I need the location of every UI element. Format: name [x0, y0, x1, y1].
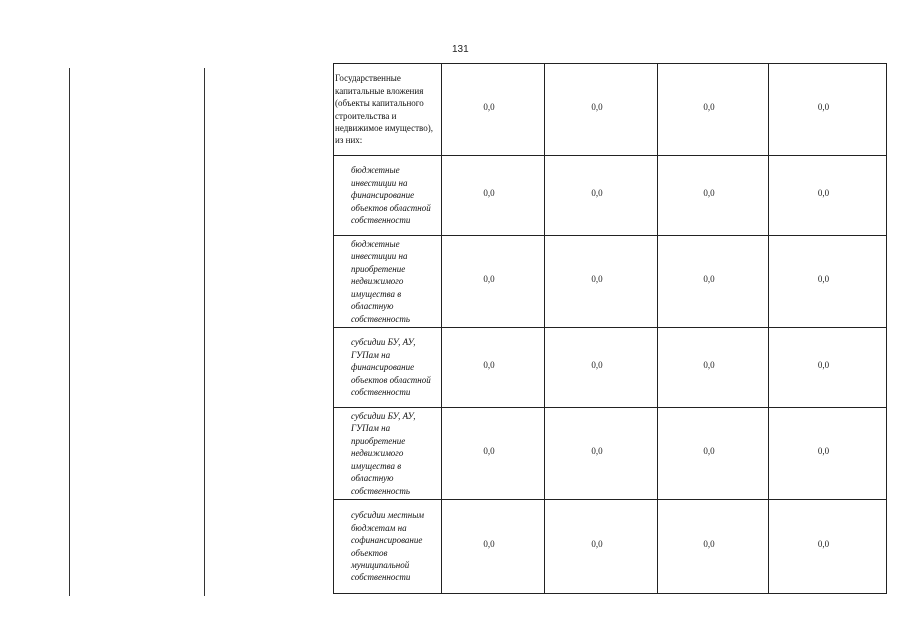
value-cell: 0,0: [545, 236, 658, 328]
table-row: [334, 236, 887, 328]
row-label: Государственные капитальные вложения (объекты капитального строительства и недвижимое имущество), из них:: [334, 64, 442, 156]
value-cell: 0,0: [658, 236, 769, 328]
capital-investments-table: [333, 63, 887, 594]
row-label: субсидии БУ, АУ, ГУПам на приобретение недвижимого имущества в областную собственность: [334, 408, 442, 500]
value-cell: 0,0: [769, 236, 887, 328]
page-number: 131: [452, 44, 469, 55]
value-cell: 0,0: [442, 500, 545, 594]
value-cell: 0,0: [545, 156, 658, 236]
value-cell: 0,0: [769, 156, 887, 236]
value-cell: 0,0: [658, 500, 769, 594]
value-cell: 0,0: [545, 328, 658, 408]
table-row: [334, 408, 887, 500]
row-label: бюджетные инвестиции на приобретение недвижимого имущества в областную собственность: [334, 236, 442, 328]
row-label: субсидии местным бюджетам на софинансирование объектов муниципальной собственности: [334, 500, 442, 594]
table-row: [334, 156, 887, 236]
value-cell: 0,0: [442, 328, 545, 408]
value-cell: 0,0: [769, 328, 887, 408]
value-cell: 0,0: [658, 328, 769, 408]
row-label: бюджетные инвестиции на финансирование объектов областной собственности: [334, 156, 442, 236]
value-cell: 0,0: [442, 156, 545, 236]
value-cell: 0,0: [769, 500, 887, 594]
value-cell: 0,0: [769, 408, 887, 500]
value-cell: 0,0: [442, 236, 545, 328]
left-column-border: [69, 68, 70, 596]
table-row: [334, 64, 887, 156]
value-cell: 0,0: [545, 408, 658, 500]
table-row: [334, 328, 887, 408]
value-cell: 0,0: [545, 64, 658, 156]
middle-column-border: [204, 68, 205, 596]
value-cell: 0,0: [658, 64, 769, 156]
value-cell: 0,0: [442, 64, 545, 156]
value-cell: 0,0: [658, 156, 769, 236]
value-cell: 0,0: [769, 64, 887, 156]
value-cell: 0,0: [658, 408, 769, 500]
table-row: [334, 500, 887, 594]
row-label: субсидии БУ, АУ, ГУПам на финансирование объектов областной собственности: [334, 328, 442, 408]
value-cell: 0,0: [442, 408, 545, 500]
value-cell: 0,0: [545, 500, 658, 594]
